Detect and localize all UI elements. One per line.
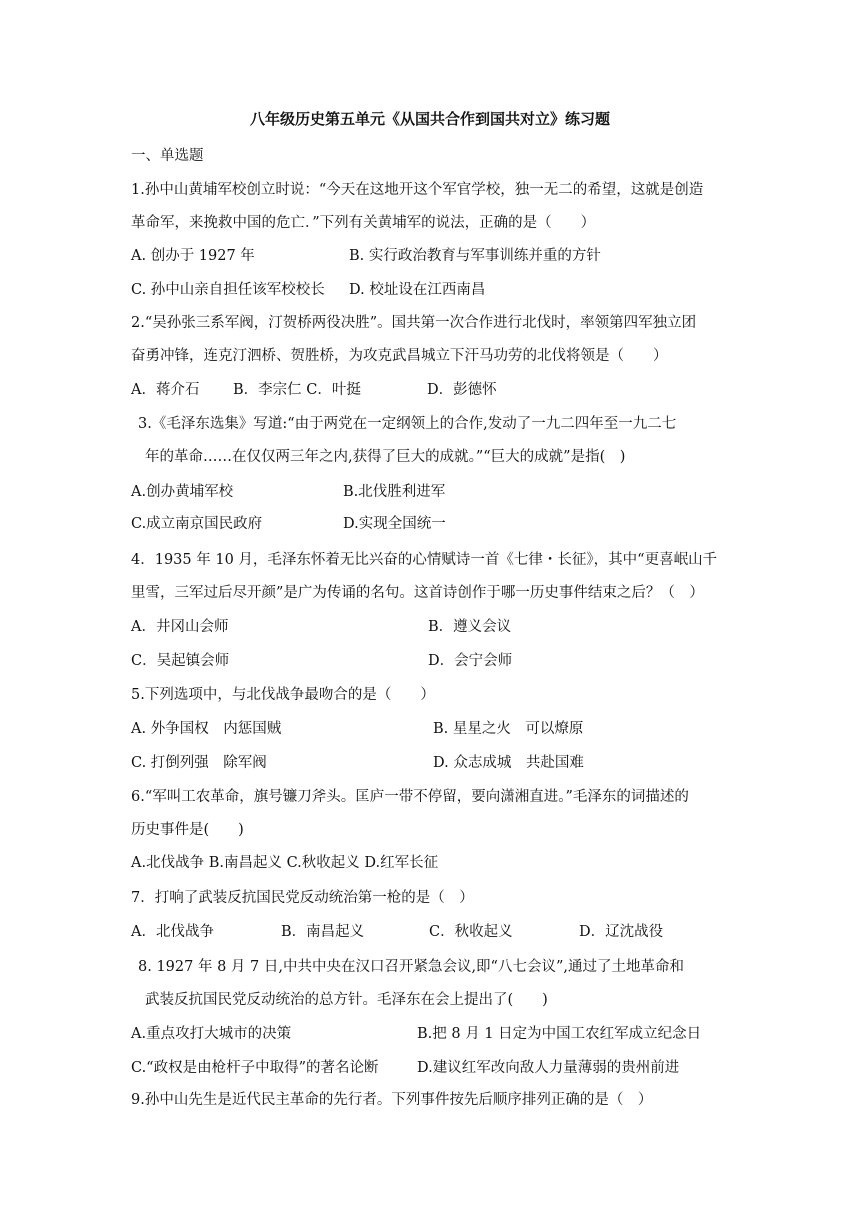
question-8-line-1: 8. 1927 年 8 月 7 日,中共中央在汉口召开紧急会议,即“八七会议”,通过了土地革命和 — [138, 959, 684, 975]
question-7-line-1: 7．打响了武装反抗国民党反动统治第一枪的是（ ） — [131, 890, 474, 906]
question-6-line-2: 历史事件是( ) — [131, 822, 244, 838]
question-8-line-2: 武装反抗国民党反动统治的总方针。毛泽东在会上提出了( ) — [145, 992, 548, 1008]
question-3-line-2: 年的革命……在仅仅两三年之内,获得了巨大的成就。”“巨大的成就”是指( ) — [145, 449, 626, 465]
page-title: 八年级历史第五单元《从国共合作到国共对立》练习题 — [249, 110, 610, 128]
question-6-line-1: 6.“军叫工农革命，旗号镰刀斧头。匡庐一带不停留，要向潇湘直进。”毛泽东的词描述的 — [131, 789, 689, 805]
option-b: B. 实行政治教育与军事训练并重的方针 — [349, 248, 601, 264]
question-9-line-1: 9.孙中山先生是近代民主革命的先行者。下列事件按先后顺序排列正确的是（ ） — [131, 1092, 653, 1108]
option-d: D．会宁会师 — [428, 653, 513, 669]
option-c: C．吴起镇会师 — [131, 653, 230, 669]
option-d: D．辽沈战役 — [579, 924, 664, 940]
question-4-line-2: 里雪，三军过后尽开颜”是广为传诵的名句。这首诗创作于哪一历史事件结束之后？（ ） — [131, 585, 704, 601]
option-d: D. 校址设在江西南昌 — [349, 282, 486, 298]
option-b: B. 星星之火 可以燎原 — [433, 721, 584, 737]
option-d: D．彭德怀 — [427, 382, 497, 398]
option-a: A.重点攻打大城市的决策 — [131, 1026, 292, 1042]
option-c: C. 打倒列强 除军阀 — [131, 755, 267, 771]
section-heading: 一、单选题 — [131, 148, 204, 164]
option-c: C.“政权是由枪杆子中取得”的著名论断 — [131, 1060, 379, 1076]
option-d: D.实现全国统一 — [343, 516, 446, 532]
question-1-line-2: 革命军，来挽救中国的危亡．”下列有关黄埔军的说法，正确的是（ ） — [131, 215, 596, 231]
option-b: B．南昌起义 — [281, 924, 365, 940]
option-c: C. 孙中山亲自担任该军校校长 — [131, 282, 325, 298]
question-1-line-1: 1.孙中山黄埔军校创立时说：“今天在这地开这个军官学校，独一无二的希望，这就是创造 — [131, 182, 704, 198]
option-a: A. 外争国权 内惩国贼 — [131, 721, 282, 737]
question-2-line-2: 奋勇冲锋，连克汀泗桥、贺胜桥，为攻克武昌城立下汗马功劳的北伐将领是（ ） — [131, 348, 668, 364]
option-b: B.北伐胜利进军 — [343, 484, 446, 500]
option-a: A. 创办于 1927 年 — [131, 248, 255, 264]
question-2-line-1: 2.“吴孙张三系军阀，汀贺桥两役决胜”。国共第一次合作进行北伐时，率领第四军独立团 — [131, 315, 697, 331]
option-c: C．秋收起义 — [429, 924, 513, 940]
question-5-line-1: 5.下列选项中，与北伐战争最吻合的是（ ） — [131, 687, 435, 703]
option-a: A．北伐战争 — [131, 924, 214, 940]
option-a: A．井冈山会师 — [131, 619, 229, 635]
option-c: C.成立南京国民政府 — [131, 516, 263, 532]
question-6-options: A.北伐战争 B.南昌起义 C.秋收起义 D.红军长征 — [131, 855, 439, 871]
option-d: D. 众志成城 共赴国难 — [433, 755, 584, 771]
question-3-line-1: 3.《毛泽东选集》写道:“由于两党在一定纲领上的合作,发动了一九二四年至一九二七 — [138, 416, 677, 432]
option-a: A．蒋介石 — [131, 382, 200, 398]
option-a: A.创办黄埔军校 — [131, 484, 234, 500]
option-b: B.把 8 月 1 日定为中国工农红军成立纪念日 — [417, 1026, 702, 1042]
option-b-c: B．李宗仁 C．叶挺 — [233, 382, 361, 398]
option-b: B．遵义会议 — [428, 619, 512, 635]
option-d: D.建议红军改向敌人力量薄弱的贵州前进 — [417, 1060, 680, 1076]
question-4-line-1: 4．1935 年 10 月，毛泽东怀着无比兴奋的心情赋诗一首《七律・长征》，其中“更喜岷山千 — [131, 552, 718, 568]
